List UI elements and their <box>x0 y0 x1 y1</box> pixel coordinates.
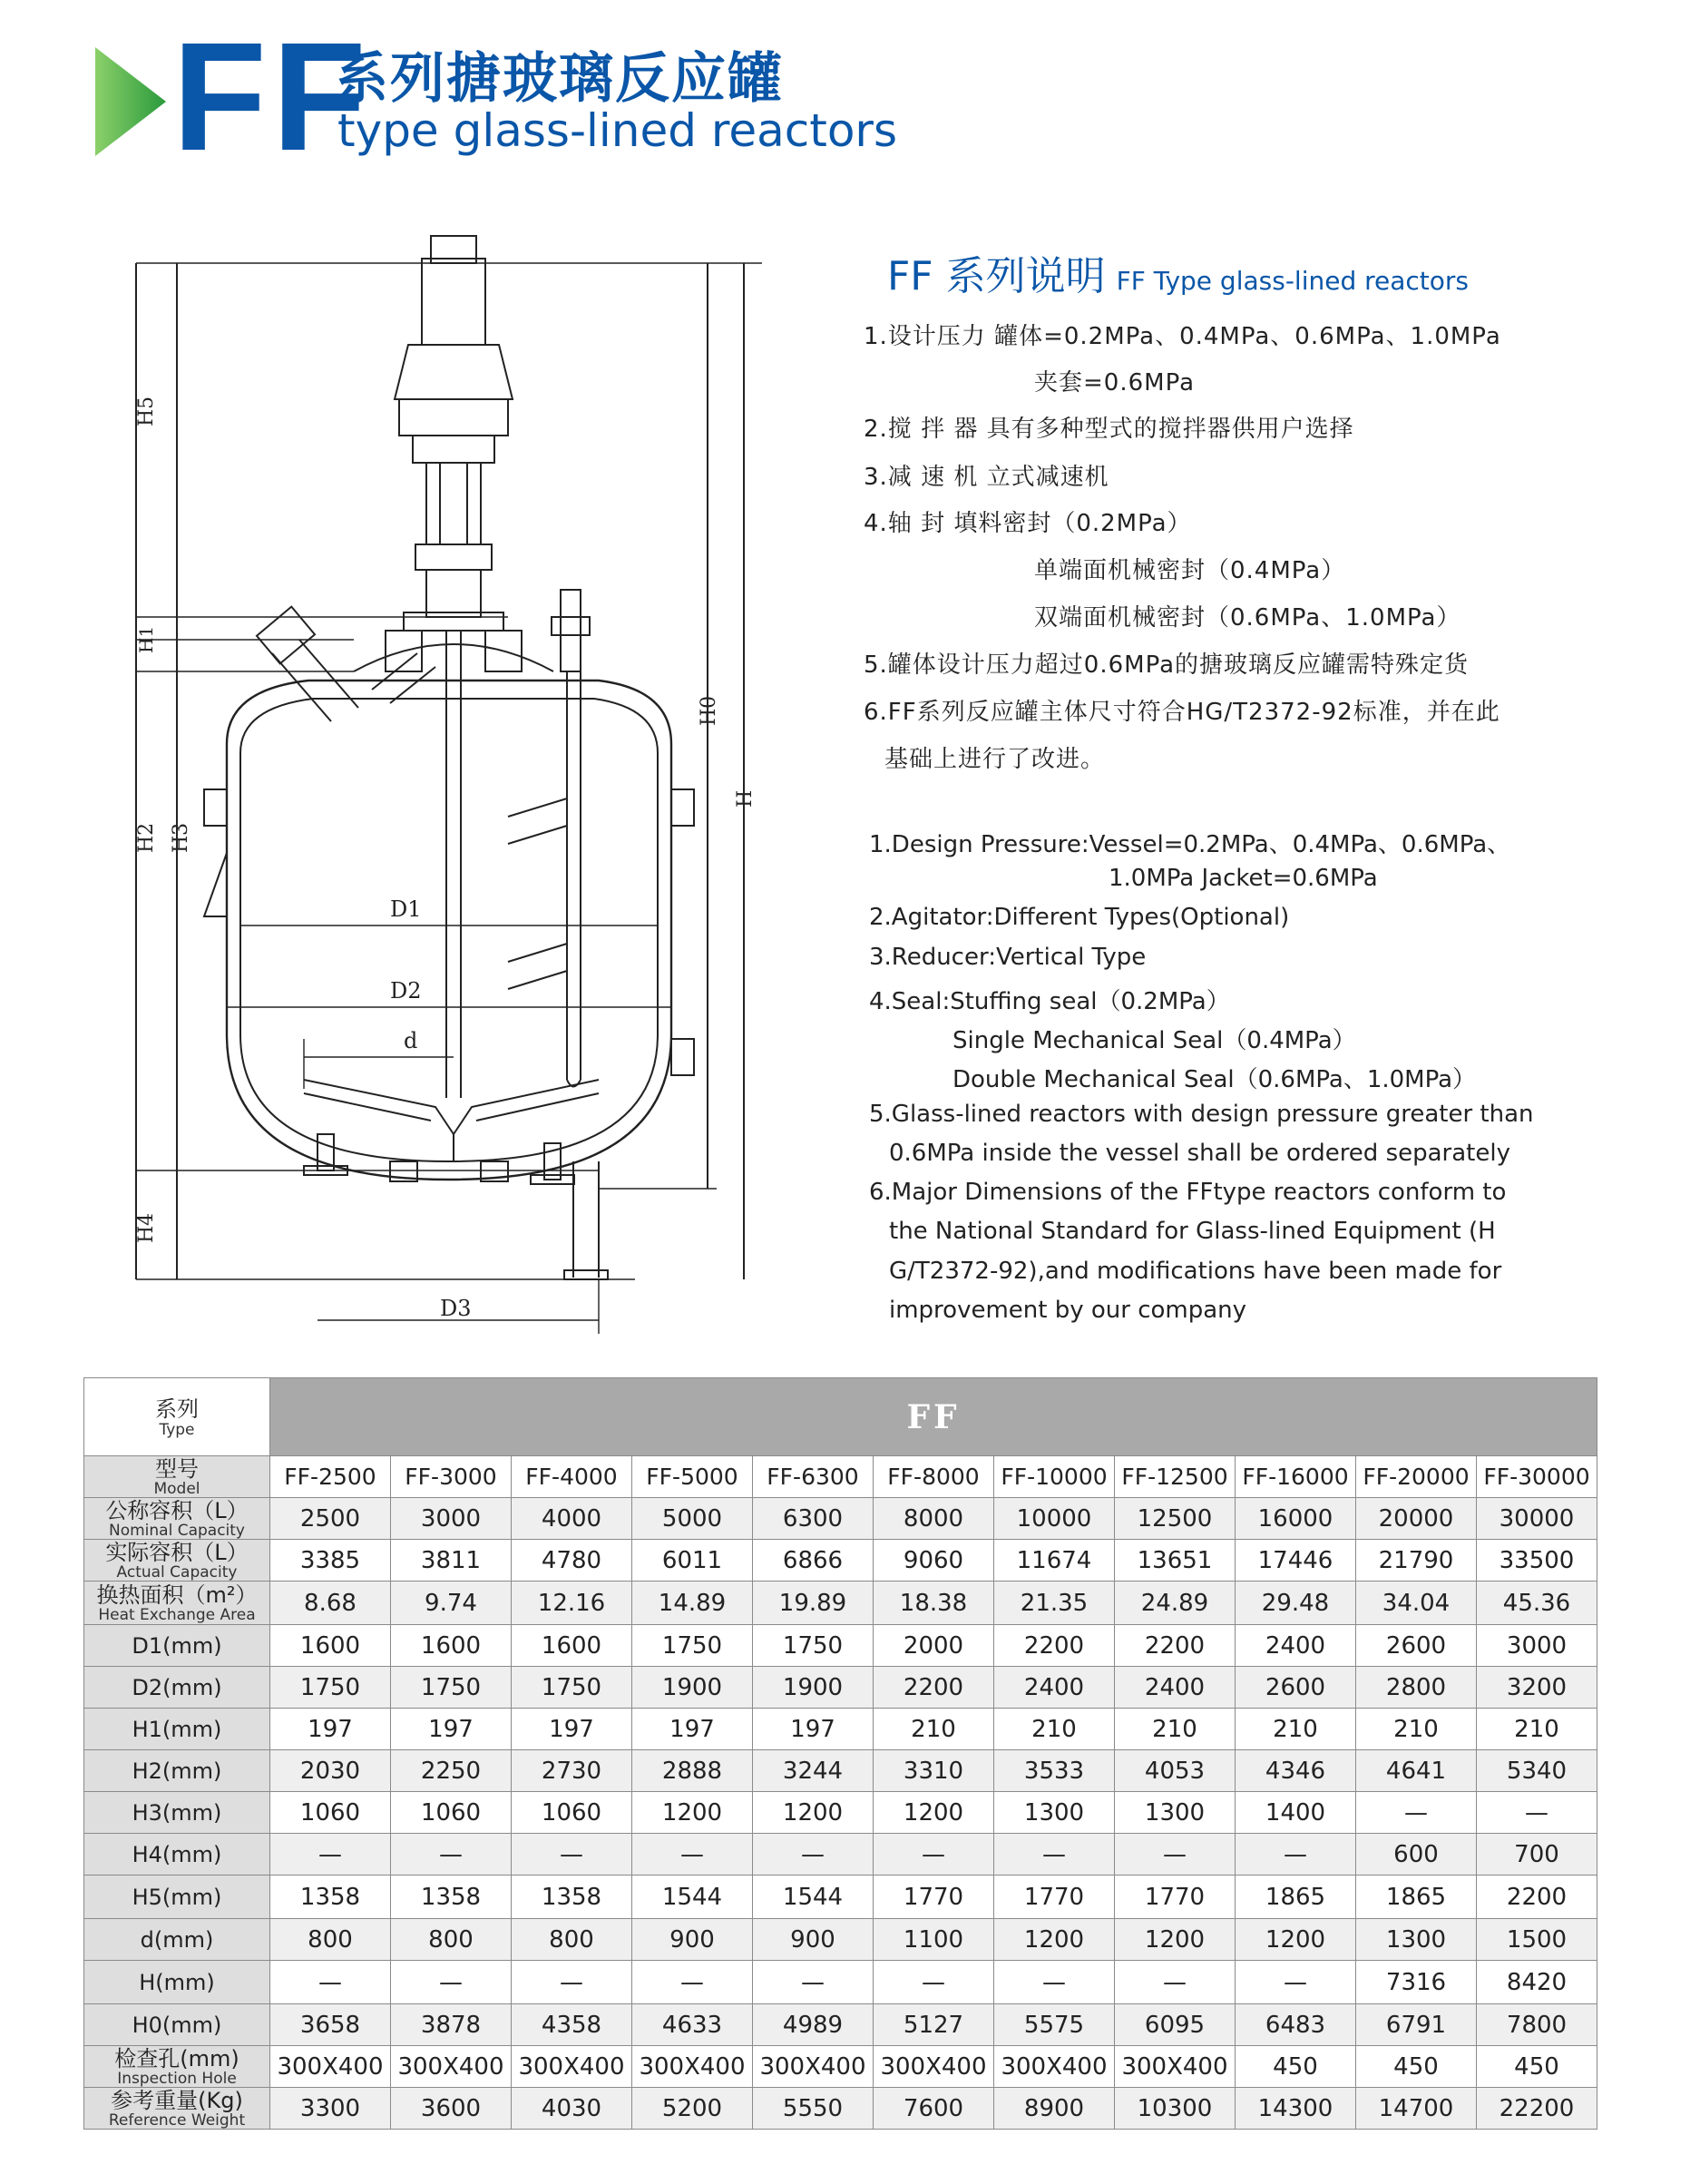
row-label <box>84 2046 270 2088</box>
value-cell: 45.36 <box>1477 1582 1597 1625</box>
table-row <box>84 1919 1597 1961</box>
value-cell: 18.38 <box>874 1582 994 1625</box>
value-cell: 2800 <box>1356 1667 1477 1709</box>
spec-table <box>83 1377 1597 2130</box>
dim-label-h3: H3 <box>170 822 192 853</box>
value-cell: 5340 <box>1477 1750 1597 1792</box>
value-cell: 197 <box>753 1709 874 1750</box>
row-label <box>84 1625 270 1667</box>
value-cell: 1770 <box>994 1875 1115 1919</box>
header-arrow-icon <box>95 47 168 156</box>
row-label-en: Heat Exchange Area <box>98 1605 256 1624</box>
table-row <box>84 1792 1597 1834</box>
model-cell: FF-3000 <box>391 1456 512 1498</box>
dim-label-d3: D3 <box>440 1296 472 1321</box>
value-cell: 21790 <box>1356 1540 1477 1582</box>
value-cell: — <box>1236 1834 1356 1875</box>
row-label <box>84 1540 270 1582</box>
value-cell: 300X400 <box>391 2046 512 2088</box>
value-cell: 4641 <box>1356 1750 1477 1792</box>
value-cell: 4780 <box>512 1540 632 1582</box>
value-cell: 3244 <box>753 1750 874 1792</box>
cn-line-8: 5.罐体设计压力超过0.6MPa的搪玻璃反应罐需特殊定货 <box>864 651 1470 679</box>
value-cell: 1900 <box>753 1667 874 1709</box>
value-cell: 6866 <box>753 1540 874 1582</box>
type-header-cell <box>84 1378 270 1456</box>
value-cell: 3300 <box>270 2088 391 2130</box>
value-cell: — <box>391 1834 512 1875</box>
row-label-cn: H4(mm) <box>132 1841 222 1867</box>
value-cell: 5550 <box>753 2088 874 2130</box>
value-cell: 600 <box>1356 1834 1477 1875</box>
model-cell: FF-10000 <box>994 1456 1115 1498</box>
en-line-4: 3.Reducer:Vertical Type <box>869 944 1147 971</box>
value-cell: 1300 <box>1115 1792 1236 1834</box>
row-label-cn: 参考重量(Kg) <box>111 2087 243 2113</box>
value-cell: 197 <box>632 1709 753 1750</box>
value-cell: — <box>512 1961 632 2004</box>
series-band: FF <box>270 1378 1597 1456</box>
table-row <box>84 1709 1597 1750</box>
table-row <box>84 1456 1597 1498</box>
value-cell: 2730 <box>512 1750 632 1792</box>
row-label <box>84 1456 270 1498</box>
value-cell: 21.35 <box>994 1582 1115 1625</box>
row-label <box>84 1582 270 1625</box>
value-cell: 1200 <box>1115 1919 1236 1961</box>
value-cell: 1060 <box>512 1792 632 1834</box>
row-label-en: Model <box>153 1479 200 1498</box>
row-label-cn: H(mm) <box>139 1969 215 1995</box>
table-row <box>84 1834 1597 1875</box>
reactor-drawing <box>127 218 780 1343</box>
en-line-1: 1.Design Pressure:Vessel=0.2MPa、0.4MPa、0.6MPa、 <box>869 831 1511 858</box>
value-cell: 2000 <box>874 1625 994 1667</box>
cn-line-5: 4.轴 封 填料密封（0.2MPa） <box>864 510 1192 537</box>
model-cell: FF-20000 <box>1356 1456 1477 1498</box>
value-cell: 450 <box>1236 2046 1356 2088</box>
value-cell: 800 <box>391 1919 512 1961</box>
value-cell: 3811 <box>391 1540 512 1582</box>
cn-line-2: 夹套=0.6MPa <box>1034 369 1196 397</box>
table-row <box>84 2004 1597 2046</box>
value-cell: 450 <box>1477 2046 1597 2088</box>
value-cell: 3533 <box>994 1750 1115 1792</box>
value-cell: 1865 <box>1356 1875 1477 1919</box>
type-label-en: Type <box>159 1420 195 1439</box>
value-cell: 30000 <box>1477 1498 1597 1540</box>
value-cell: 1200 <box>632 1792 753 1834</box>
value-cell: 4358 <box>512 2004 632 2046</box>
value-cell: 33500 <box>1477 1540 1597 1582</box>
cn-line-4: 3.减 速 机 立式减速机 <box>864 464 1109 491</box>
header-brand: FF <box>172 11 372 183</box>
value-cell: 3600 <box>391 2088 512 2130</box>
value-cell: 1358 <box>512 1875 632 1919</box>
en-line-10: 6.Major Dimensions of the FFtype reactors conform to <box>869 1179 1507 1206</box>
row-label-cn: H3(mm) <box>132 1799 222 1826</box>
value-cell: 210 <box>994 1709 1115 1750</box>
value-cell: 1750 <box>512 1667 632 1709</box>
value-cell: 2600 <box>1356 1625 1477 1667</box>
value-cell: 6791 <box>1356 2004 1477 2046</box>
value-cell: 1300 <box>1356 1919 1477 1961</box>
value-cell: 197 <box>391 1709 512 1750</box>
value-cell: 210 <box>1236 1709 1356 1750</box>
table-row <box>84 1875 1597 1919</box>
en-line-5: 4.Seal:Stuffing seal（0.2MPa） <box>869 988 1230 1015</box>
en-line-8: 5.Glass-lined reactors with design pressure greater than <box>869 1101 1534 1128</box>
value-cell: — <box>1115 1961 1236 2004</box>
value-cell: 12.16 <box>512 1582 632 1625</box>
row-label <box>84 2088 270 2130</box>
dim-label-h1: H1 <box>135 625 157 653</box>
value-cell: 19.89 <box>753 1582 874 1625</box>
value-cell: 11674 <box>994 1540 1115 1582</box>
table-row <box>84 2046 1597 2088</box>
value-cell: 12500 <box>1115 1498 1236 1540</box>
table-row <box>84 1750 1597 1792</box>
value-cell: 2030 <box>270 1750 391 1792</box>
value-cell: — <box>1236 1961 1356 2004</box>
value-cell: 20000 <box>1356 1498 1477 1540</box>
value-cell: 8.68 <box>270 1582 391 1625</box>
value-cell: 2400 <box>994 1667 1115 1709</box>
value-cell: 197 <box>270 1709 391 1750</box>
value-cell: 17446 <box>1236 1540 1356 1582</box>
description-title-en: FF Type glass-lined reactors <box>1116 266 1470 296</box>
value-cell: 1300 <box>994 1792 1115 1834</box>
value-cell: 22200 <box>1477 2088 1597 2130</box>
value-cell: 16000 <box>1236 1498 1356 1540</box>
value-cell: 34.04 <box>1356 1582 1477 1625</box>
value-cell: 1200 <box>874 1792 994 1834</box>
en-line-12: G/T2372-92),and modifications have been made for <box>889 1258 1502 1285</box>
value-cell: 1770 <box>1115 1875 1236 1919</box>
value-cell: 24.89 <box>1115 1582 1236 1625</box>
value-cell: 4989 <box>753 2004 874 2046</box>
value-cell: — <box>753 1834 874 1875</box>
value-cell: 5127 <box>874 2004 994 2046</box>
value-cell: 300X400 <box>632 2046 753 2088</box>
en-line-11: the National Standard for Glass-lined Equipment (H <box>889 1218 1496 1245</box>
value-cell: 1100 <box>874 1919 994 1961</box>
value-cell: 3310 <box>874 1750 994 1792</box>
value-cell: 3878 <box>391 2004 512 2046</box>
row-label <box>84 1961 270 2004</box>
value-cell: 4030 <box>512 2088 632 2130</box>
value-cell: 14700 <box>1356 2088 1477 2130</box>
value-cell: 1600 <box>391 1625 512 1667</box>
value-cell: 900 <box>632 1919 753 1961</box>
value-cell: 4633 <box>632 2004 753 2046</box>
value-cell: 4000 <box>512 1498 632 1540</box>
value-cell: 1750 <box>391 1667 512 1709</box>
value-cell: — <box>512 1834 632 1875</box>
value-cell: 4346 <box>1236 1750 1356 1792</box>
value-cell: 1770 <box>874 1875 994 1919</box>
cn-line-10: 基础上进行了改进。 <box>884 746 1106 773</box>
value-cell: — <box>994 1834 1115 1875</box>
value-cell: 6483 <box>1236 2004 1356 2046</box>
value-cell: 300X400 <box>512 2046 632 2088</box>
value-cell: 10300 <box>1115 2088 1236 2130</box>
value-cell: 300X400 <box>994 2046 1115 2088</box>
row-label-cn: 公称容积（L） <box>105 1497 249 1523</box>
model-cell: FF-4000 <box>512 1456 632 1498</box>
value-cell: 1750 <box>753 1625 874 1667</box>
value-cell: 1600 <box>512 1625 632 1667</box>
value-cell: 14300 <box>1236 2088 1356 2130</box>
value-cell: 2888 <box>632 1750 753 1792</box>
row-label-cn: D2(mm) <box>132 1674 222 1700</box>
value-cell: 2400 <box>1115 1667 1236 1709</box>
value-cell: 3200 <box>1477 1667 1597 1709</box>
value-cell: 210 <box>1115 1709 1236 1750</box>
row-label <box>84 1875 270 1919</box>
dim-label-h4: H4 <box>135 1212 158 1243</box>
value-cell: — <box>632 1961 753 2004</box>
cn-line-1: 1.设计压力 罐体=0.2MPa、0.4MPa、0.6MPa、1.0MPa <box>864 323 1501 350</box>
value-cell: — <box>874 1834 994 1875</box>
value-cell: 210 <box>1356 1709 1477 1750</box>
value-cell: — <box>391 1961 512 2004</box>
value-cell: 1358 <box>391 1875 512 1919</box>
value-cell: 1200 <box>1236 1919 1356 1961</box>
value-cell: 2600 <box>1236 1667 1356 1709</box>
value-cell: 13651 <box>1115 1540 1236 1582</box>
model-cell: FF-12500 <box>1115 1456 1236 1498</box>
value-cell: 2500 <box>270 1498 391 1540</box>
value-cell: — <box>270 1961 391 2004</box>
row-label-cn: H0(mm) <box>132 2012 222 2038</box>
model-cell: FF-8000 <box>874 1456 994 1498</box>
value-cell: 5200 <box>632 2088 753 2130</box>
value-cell: 900 <box>753 1919 874 1961</box>
table-row <box>84 2088 1597 2130</box>
value-cell: 2200 <box>994 1625 1115 1667</box>
model-cell: FF-5000 <box>632 1456 753 1498</box>
value-cell: — <box>874 1961 994 2004</box>
row-label-cn: H2(mm) <box>132 1758 222 1784</box>
en-line-7: Double Mechanical Seal（0.6MPa、1.0MPa） <box>952 1066 1477 1093</box>
value-cell: 2200 <box>1477 1875 1597 1919</box>
cn-line-7: 双端面机械密封（0.6MPa、1.0MPa） <box>1034 604 1461 632</box>
row-label <box>84 1834 270 1875</box>
value-cell: 1200 <box>753 1792 874 1834</box>
value-cell: 1060 <box>270 1792 391 1834</box>
value-cell: 300X400 <box>1115 2046 1236 2088</box>
model-cell: FF-2500 <box>270 1456 391 1498</box>
value-cell: 1900 <box>632 1667 753 1709</box>
value-cell: 1600 <box>270 1625 391 1667</box>
value-cell: 1544 <box>632 1875 753 1919</box>
row-label-en: Reference Weight <box>108 2111 246 2130</box>
header-title-en: type glass-lined reactors <box>337 104 898 157</box>
value-cell: 10000 <box>994 1498 1115 1540</box>
table-row <box>84 1667 1597 1709</box>
value-cell: 1358 <box>270 1875 391 1919</box>
value-cell: — <box>1115 1834 1236 1875</box>
en-line-3: 2.Agitator:Different Types(Optional) <box>869 904 1290 931</box>
value-cell: 3000 <box>391 1498 512 1540</box>
value-cell: 7800 <box>1477 2004 1597 2046</box>
dim-label-h0: H0 <box>698 695 720 726</box>
value-cell: 5575 <box>994 2004 1115 2046</box>
cn-line-3: 2.搅 拌 器 具有多种型式的搅拌器供用户选择 <box>864 416 1354 443</box>
value-cell: 29.48 <box>1236 1582 1356 1625</box>
dim-label-h5: H5 <box>135 396 158 426</box>
table-row <box>84 1625 1597 1667</box>
description-title-cn: FF 系列说明 <box>887 253 1106 299</box>
row-label-cn: D1(mm) <box>132 1632 222 1659</box>
value-cell: 8000 <box>874 1498 994 1540</box>
row-label-en: Inspection Hole <box>117 2069 237 2088</box>
value-cell: 4053 <box>1115 1750 1236 1792</box>
value-cell: 1400 <box>1236 1792 1356 1834</box>
value-cell: 800 <box>512 1919 632 1961</box>
row-label-cn: 型号 <box>155 1455 199 1482</box>
model-cell: FF-30000 <box>1477 1456 1597 1498</box>
value-cell: 210 <box>1477 1709 1597 1750</box>
value-cell: 8420 <box>1477 1961 1597 2004</box>
value-cell: 9.74 <box>391 1582 512 1625</box>
value-cell: 1544 <box>753 1875 874 1919</box>
row-label <box>84 2004 270 2046</box>
value-cell: 1750 <box>632 1625 753 1667</box>
value-cell: 2400 <box>1236 1625 1356 1667</box>
row-label-cn: H1(mm) <box>132 1716 222 1742</box>
table-row <box>84 1582 1597 1625</box>
row-label-cn: 换热面积（m²） <box>96 1582 258 1608</box>
value-cell: 3658 <box>270 2004 391 2046</box>
value-cell: 5000 <box>632 1498 753 1540</box>
value-cell: 700 <box>1477 1834 1597 1875</box>
dim-label-h2: H2 <box>135 822 158 853</box>
row-label <box>84 1498 270 1540</box>
row-label-en: Nominal Capacity <box>108 1521 245 1540</box>
row-label <box>84 1709 270 1750</box>
value-cell: 210 <box>874 1709 994 1750</box>
en-line-9: 0.6MPa inside the vessel shall be ordered separately <box>889 1140 1510 1167</box>
model-cell: FF-6300 <box>753 1456 874 1498</box>
value-cell: — <box>1356 1792 1477 1834</box>
value-cell: 2200 <box>1115 1625 1236 1667</box>
value-cell: 9060 <box>874 1540 994 1582</box>
value-cell: 3000 <box>1477 1625 1597 1667</box>
description-title <box>887 243 1469 301</box>
value-cell: 1750 <box>270 1667 391 1709</box>
value-cell: 6095 <box>1115 2004 1236 2046</box>
value-cell: 14.89 <box>632 1582 753 1625</box>
table-row <box>84 1961 1597 2004</box>
value-cell: 300X400 <box>270 2046 391 2088</box>
value-cell: 1500 <box>1477 1919 1597 1961</box>
value-cell: 3385 <box>270 1540 391 1582</box>
cn-line-6: 单端面机械密封（0.4MPa） <box>1034 557 1346 584</box>
row-label-cn: d(mm) <box>140 1926 214 1953</box>
value-cell: — <box>994 1961 1115 2004</box>
value-cell: 7600 <box>874 2088 994 2130</box>
row-label <box>84 1919 270 1961</box>
dim-label-h: H <box>734 789 757 808</box>
value-cell: 1060 <box>391 1792 512 1834</box>
en-line-6: Single Mechanical Seal（0.4MPa） <box>952 1027 1356 1054</box>
value-cell: 300X400 <box>874 2046 994 2088</box>
dim-label-d: d <box>404 1028 418 1053</box>
value-cell: 800 <box>270 1919 391 1961</box>
cn-line-9: 6.FF系列反应罐主体尺寸符合HG/T2372-92标准，并在此 <box>864 699 1500 726</box>
dim-label-d1: D1 <box>390 896 422 922</box>
row-label <box>84 1750 270 1792</box>
value-cell: 197 <box>512 1709 632 1750</box>
value-cell: 6011 <box>632 1540 753 1582</box>
value-cell: 6300 <box>753 1498 874 1540</box>
table-row <box>84 1540 1597 1582</box>
dim-label-d2: D2 <box>390 978 422 1004</box>
value-cell: 1865 <box>1236 1875 1356 1919</box>
value-cell: 450 <box>1356 2046 1477 2088</box>
table-row <box>84 1498 1597 1540</box>
type-label-cn: 系列 <box>155 1396 199 1422</box>
value-cell: 300X400 <box>753 2046 874 2088</box>
value-cell: 2250 <box>391 1750 512 1792</box>
value-cell: 8900 <box>994 2088 1115 2130</box>
en-line-2: 1.0MPa Jacket=0.6MPa <box>1109 865 1378 892</box>
row-label-en: Actual Capacity <box>116 1562 238 1582</box>
value-cell: — <box>1477 1792 1597 1834</box>
value-cell: 7316 <box>1356 1961 1477 2004</box>
value-cell: — <box>753 1961 874 2004</box>
value-cell: 2200 <box>874 1667 994 1709</box>
model-cell: FF-16000 <box>1236 1456 1356 1498</box>
row-label-cn: 实际容积（L） <box>105 1539 249 1565</box>
value-cell: — <box>632 1834 753 1875</box>
row-label-cn: H5(mm) <box>132 1884 222 1910</box>
header-title-cn: 系列搪玻璃反应罐 <box>334 47 784 111</box>
row-label-cn: 检查孔(mm) <box>114 2045 239 2071</box>
value-cell: — <box>270 1834 391 1875</box>
en-line-13: improvement by our company <box>889 1297 1247 1324</box>
value-cell: 1200 <box>994 1919 1115 1961</box>
row-label <box>84 1667 270 1709</box>
row-label <box>84 1792 270 1834</box>
